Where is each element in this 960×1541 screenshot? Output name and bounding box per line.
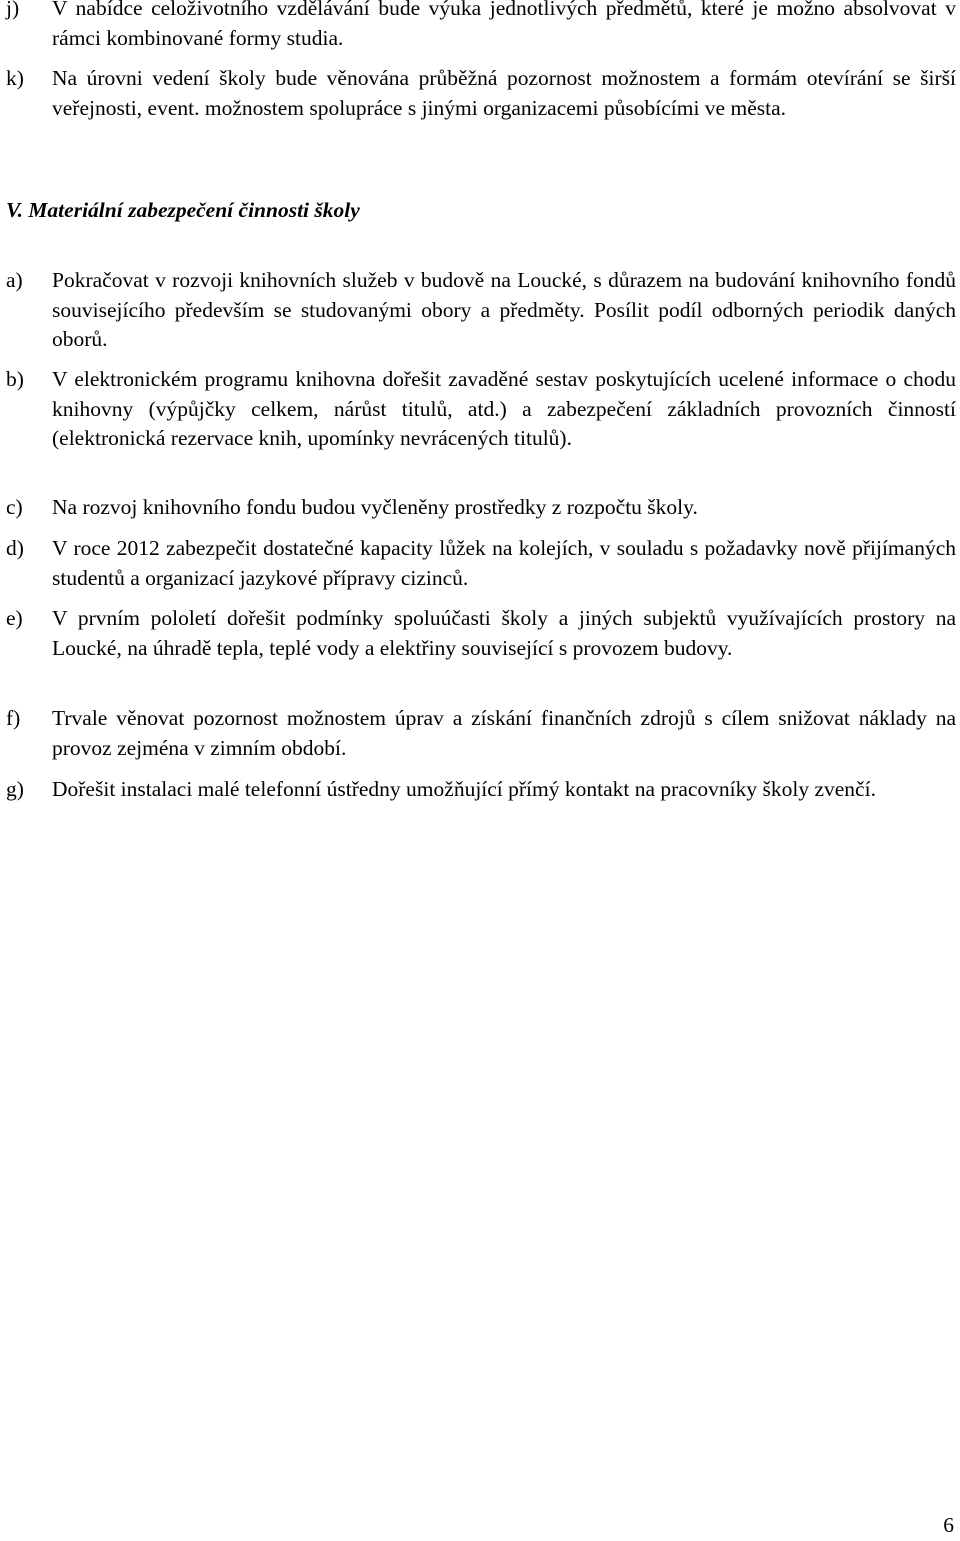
list-item-text: Na úrovni vedení školy bude věnována průběžná pozornost možnostem a formám otevírání se širší veřejnosti, event. možnostem spolupráce s jinými organizacemi působícími ve města. [52,66,956,120]
list-item-letter: d) [6,536,24,560]
list-item-letter: e) [6,606,23,630]
list-item-f [6,704,956,763]
list-item-letter: c) [6,495,23,519]
list-item-b [6,365,956,454]
list-item-d [6,534,956,593]
list-item-text: Dořešit instalaci malé telefonní ústředny umožňující přímý kontakt na pracovníky školy zvenčí. [52,777,876,801]
page-number: 6 [943,1513,954,1537]
list-item-text: V elektronickém programu knihovna dořešit zavaděné sestav poskytujících ucelené informace o chodu knihovny (výpůjčky celkem, nárůst titulů, atd.) a zabezpečení základních provozních činností (elektronická rezervace knih, upomínky nevrácených titulů). [52,367,956,450]
section-heading: V. Materiální zabezpečení činnosti školy [6,198,360,222]
list-item-letter: f) [6,706,21,730]
list-item-text: V roce 2012 zabezpečit dostatečné kapacity lůžek na kolejích, v souladu s požadavky nově přijímaných studentů a organizací jazykové přípravy cizinců. [52,536,956,590]
list-item-k [6,64,956,123]
list-item-a [6,266,956,355]
list-item-letter: j) [6,0,20,20]
list-item-letter: a) [6,268,23,292]
list-item-g [6,775,956,805]
list-item-text: Na rozvoj knihovního fondu budou vyčleněny prostředky z rozpočtu školy. [52,495,698,519]
list-item-letter: g) [6,777,24,801]
list-item-letter: b) [6,367,24,391]
list-item-text: V nabídce celoživotního vzdělávání bude výuka jednotlivých předmětů, které je možno absolvovat v rámci kombinované formy studia. [52,0,956,50]
list-item-e [6,604,956,663]
list-item-j [6,0,956,53]
list-item-text: Pokračovat v rozvoji knihovních služeb v budově na Loucké, s důrazem na budování knihovního fondů souvisejícího především se studovanými obory a předměty. Posílit podíl odborných periodik daných oborů. [52,268,956,351]
list-item-c [6,493,956,523]
list-item-text: V prvním pololetí dořešit podmínky spoluúčasti školy a jiných subjektů využívajících prostory na Loucké, na úhradě tepla, teplé vody a elektřiny související s provozem budovy. [52,606,956,660]
list-item-text: Trvale věnovat pozornost možnostem úprav a získání finančních zdrojů s cílem snižovat náklady na provoz zejména v zimním období. [52,706,956,760]
list-item-letter: k) [6,66,24,90]
